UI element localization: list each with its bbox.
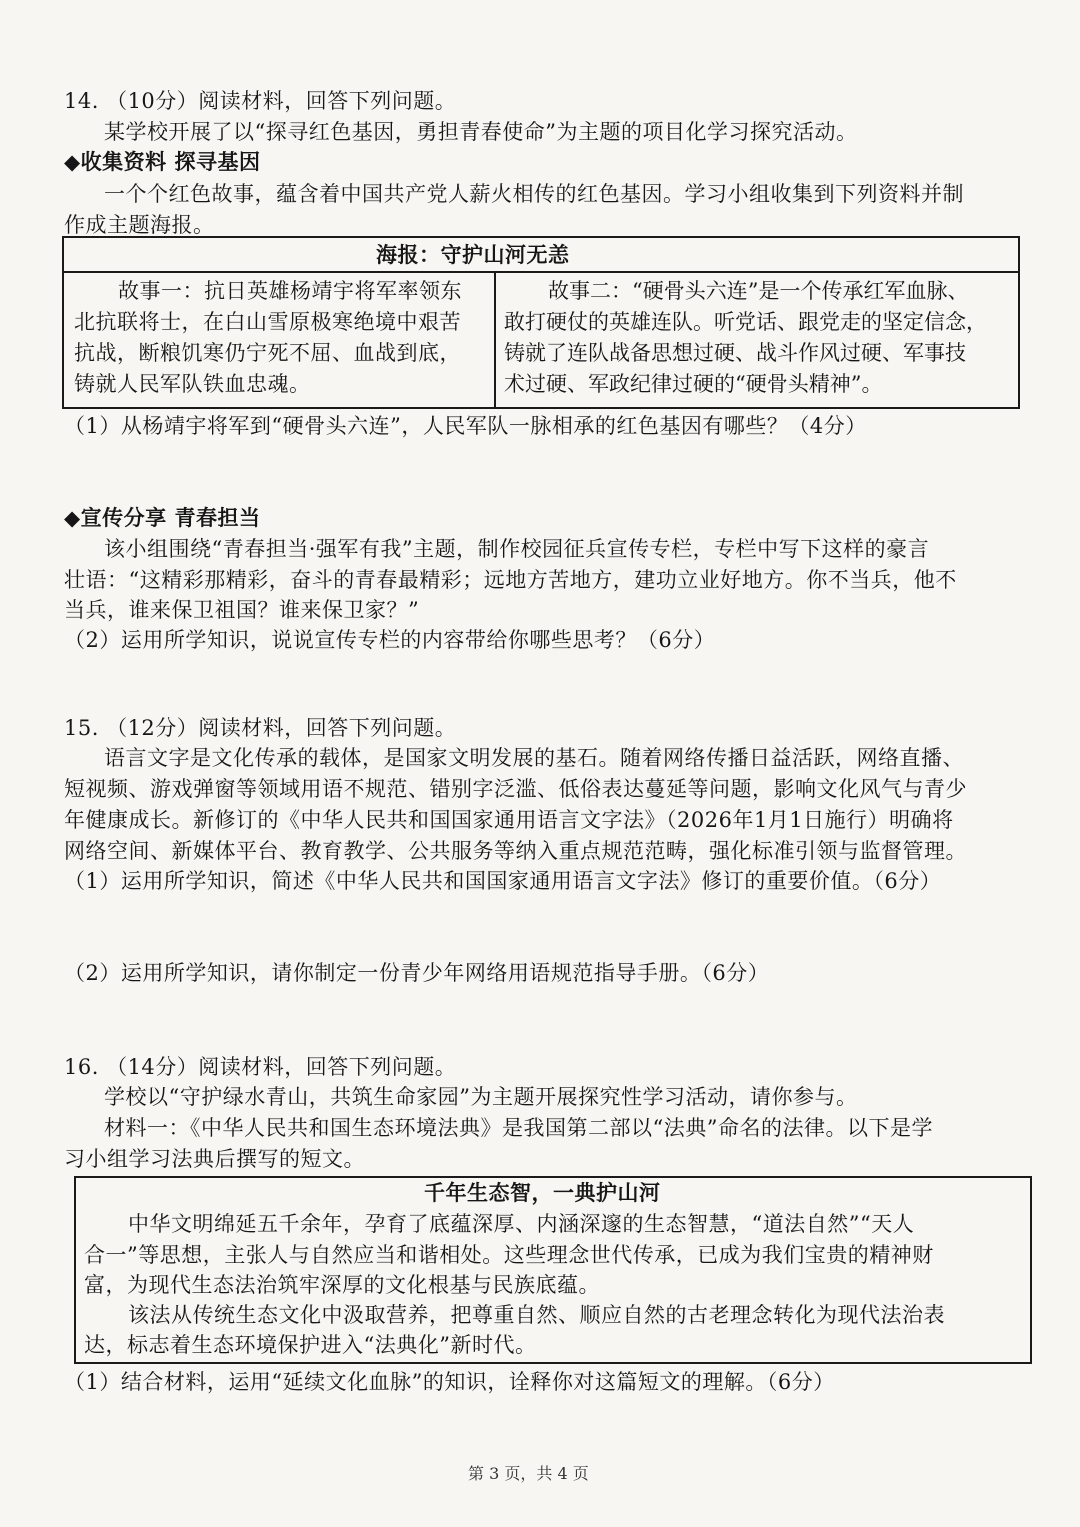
q15-question2: （2）运用所学知识，请你制定一份青少年网络用语规范指导手册。（6分）	[64, 961, 770, 985]
q15-text-line: 年健康成长。新修订的《中华人民共和国国家通用语言文字法》（2026年1月1日施行）明确将	[64, 808, 954, 832]
q15-text-line: 语言文字是文化传承的载体，是国家文明发展的基石。随着网络传播日益活跃，网络直播、	[104, 746, 964, 770]
essay-line: 富，为现代生态法治筑牢深厚的文化根基与民族底蕴。	[84, 1273, 600, 1297]
q14-section2-title: ◆宣传分享 青春担当	[64, 505, 261, 530]
q14-intro: 某学校开展了以“探寻红色基因，勇担青春使命”为主题的项目化学习探究活动。	[104, 120, 858, 144]
q14-question2: （2）运用所学知识，说说宣传专栏的内容带给你哪些思考？（6分）	[64, 628, 716, 652]
essay-title: 千年生态智，一典护山河	[424, 1180, 661, 1205]
q15-header: 15. （12分）阅读材料，回答下列问题。	[64, 716, 457, 740]
q14-section2-line: 当兵，谁来保卫祖国？谁来保卫家？”	[64, 598, 420, 622]
page-number: 第 3 页，共 4 页	[468, 1464, 589, 1483]
poster-title: 海报：守护山河无恙	[376, 242, 570, 267]
story2-line: 故事二：“硬骨头六连”是一个传承红军血脉、	[548, 279, 969, 303]
essay-line: 该法从传统生态文化中汲取营养，把尊重自然、顺应自然的古老理念转化为现代法治表	[128, 1303, 945, 1327]
story2-line: 敢打硬仗的英雄连队。听党话、跟党走的坚定信念，	[504, 310, 987, 334]
q16-material1-line: 习小组学习法典后撰写的短文。	[64, 1147, 365, 1171]
q14-header: 14. （10分）阅读材料，回答下列问题。	[64, 89, 457, 113]
essay-line: 合一”等思想，主张人与自然应当和谐相处。这些理念世代传承，已成为我们宝贵的精神财	[84, 1243, 934, 1267]
q15-text-line: 网络空间、新媒体平台、教育教学、公共服务等纳入重点规范范畴，强化标准引领与监督管理。	[64, 839, 967, 863]
story1-line: 铸就人民军队铁血忠魂。	[74, 372, 311, 396]
poster-divider	[62, 271, 1020, 273]
q14-section2-line: 该小组围绕“青春担当·强军有我”主题，制作校园征兵宣传专栏，专栏中写下这样的豪言	[104, 537, 930, 561]
story2-line: 术过硬、军政纪律过硬的“硬骨头精神”。	[504, 372, 883, 396]
q14-section2-line: 壮语：“这精彩那精彩，奋斗的青春最精彩；远地方苦地方，建功立业好地方。你不当兵，他不	[64, 568, 957, 592]
q16-material1-line: 材料一：《中华人民共和国生态环境法典》是我国第二部以“法典”命名的法律。以下是学	[104, 1116, 933, 1140]
q14-section1-line: 作成主题海报。	[64, 213, 215, 237]
essay-line: 中华文明绵延五千余年，孕育了底蕴深厚、内涵深邃的生态智慧，“道法自然”“天人	[128, 1212, 915, 1236]
q15-question1: （1）运用所学知识，简述《中华人民共和国国家通用语言文字法》修订的重要价值。（6分）	[64, 869, 942, 893]
story1-line: 北抗联将士，在白山雪原极寒绝境中艰苦	[74, 310, 461, 334]
essay-line: 达，标志着生态环境保护进入“法典化”新时代。	[84, 1333, 537, 1357]
story2-line: 铸就了连队战备思想过硬、战斗作风过硬、军事技	[504, 341, 966, 365]
q14-section1-line: 一个个红色故事，蕴含着中国共产党人薪火相传的红色基因。学习小组收集到下列资料并制	[104, 182, 964, 206]
story1-line: 抗战，断粮饥寒仍宁死不屈、血战到底，	[74, 341, 461, 365]
q16-question1: （1）结合材料，运用“延续文化血脉”的知识，诠释你对这篇短文的理解。（6分）	[64, 1370, 835, 1394]
q15-text-line: 短视频、游戏弹窗等领域用语不规范、错别字泛滥、低俗表达蔓延等问题，影响文化风气与青少	[64, 777, 967, 801]
poster-column-divider	[494, 271, 496, 409]
q14-question1: （1）从杨靖宇将军到“硬骨头六连”，人民军队一脉相承的红色基因有哪些？（4分）	[64, 414, 867, 438]
q16-header: 16. （14分）阅读材料，回答下列问题。	[64, 1055, 457, 1079]
q14-section1-title: ◆收集资料 探寻基因	[64, 149, 261, 174]
q16-intro: 学校以“守护绿水青山，共筑生命家园”为主题开展探究性学习活动，请你参与。	[104, 1085, 858, 1109]
story1-line: 故事一：抗日英雄杨靖宇将军率领东	[118, 279, 462, 303]
